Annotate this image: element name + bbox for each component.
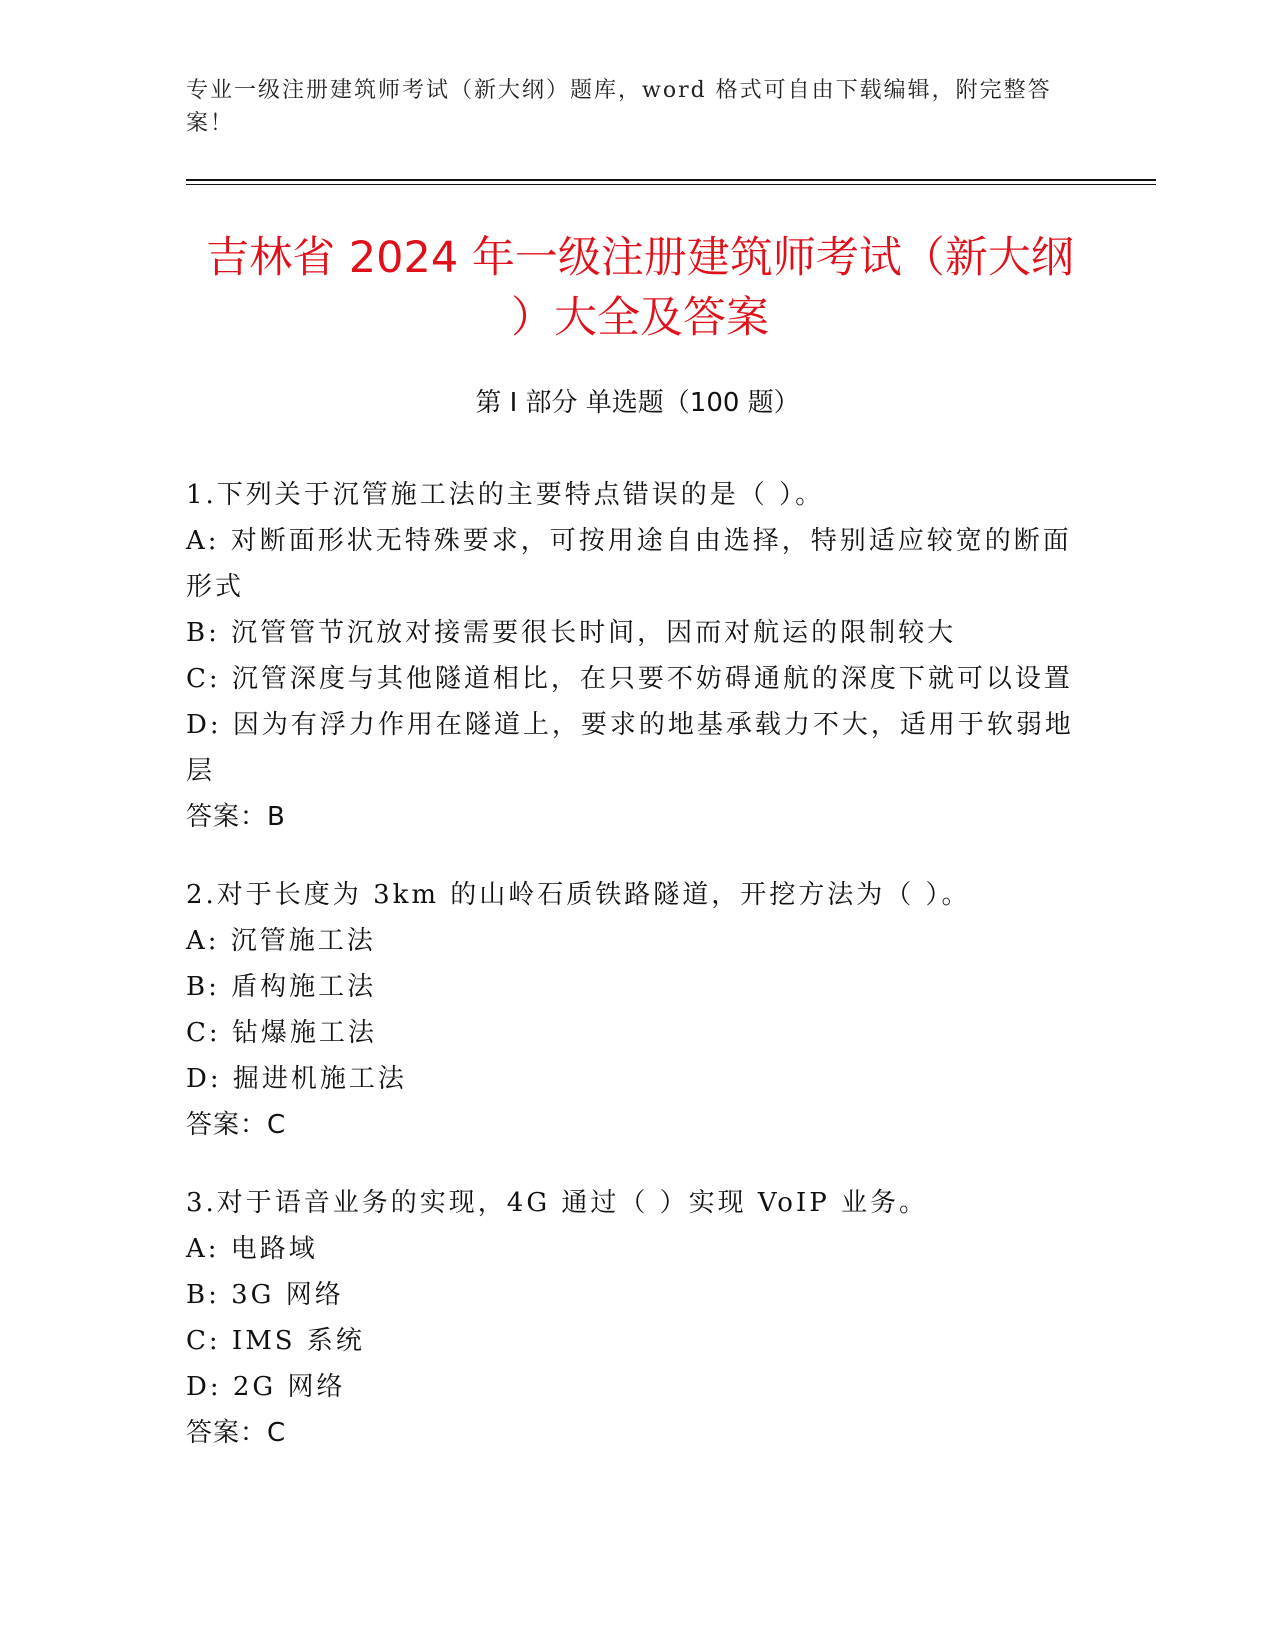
option-c: C: 钻爆施工法 — [186, 1018, 377, 1048]
answer: 答案：C — [186, 1418, 287, 1448]
option-b: B: 盾构施工法 — [186, 972, 377, 1002]
header-divider-thick — [186, 179, 1156, 181]
title-line-1: 吉林省 2024 年一级注册建筑师考试（新大纲 — [206, 233, 1074, 283]
title-line-2: ）大全及答案 — [511, 293, 769, 343]
answer: 答案：B — [186, 802, 286, 832]
question-stem: 2.对于长度为 3km 的山岭石质铁路隧道，开挖方法为（ ）。 — [186, 880, 971, 910]
option-d: D: 因为有浮力作用在隧道上，要求的地基承载力不大，适用于软弱地层 — [186, 710, 1074, 786]
option-b: B: 3G 网络 — [186, 1280, 344, 1310]
option-c: C: 沉管深度与其他隧道相比，在只要不妨碍通航的深度下就可以设置 — [186, 664, 1073, 694]
section-heading: 第 I 部分 单选题（100 题） — [475, 388, 800, 418]
option-d: D: 掘进机施工法 — [186, 1064, 407, 1094]
question-list — [186, 472, 1086, 1488]
option-a: A: 对断面形状无特殊要求，可按用途自由选择，特别适应较宽的断面形式 — [186, 526, 1072, 602]
option-c: C: IMS 系统 — [186, 1326, 365, 1356]
answer: 答案：C — [186, 1110, 287, 1140]
question-3 — [186, 1180, 1086, 1456]
question-stem: 3.对于语音业务的实现，4G 通过（ ）实现 VoIP 业务。 — [186, 1188, 928, 1218]
header-divider-thin — [186, 184, 1156, 185]
question-1 — [186, 472, 1086, 840]
option-d: D: 2G 网络 — [186, 1372, 346, 1402]
header-text: 专业一级注册建筑师考试（新大纲）题库，word 格式可自由下载编辑，附完整答案！ — [186, 78, 1052, 136]
question-stem: 1.下列关于沉管施工法的主要特点错误的是（ ）。 — [186, 480, 825, 510]
option-b: B: 沉管管节沉放对接需要很长时间，因而对航运的限制较大 — [186, 618, 957, 648]
question-2 — [186, 872, 1086, 1148]
option-a: A: 电路域 — [186, 1234, 318, 1264]
option-a: A: 沉管施工法 — [186, 926, 376, 956]
document-title — [180, 228, 1100, 348]
